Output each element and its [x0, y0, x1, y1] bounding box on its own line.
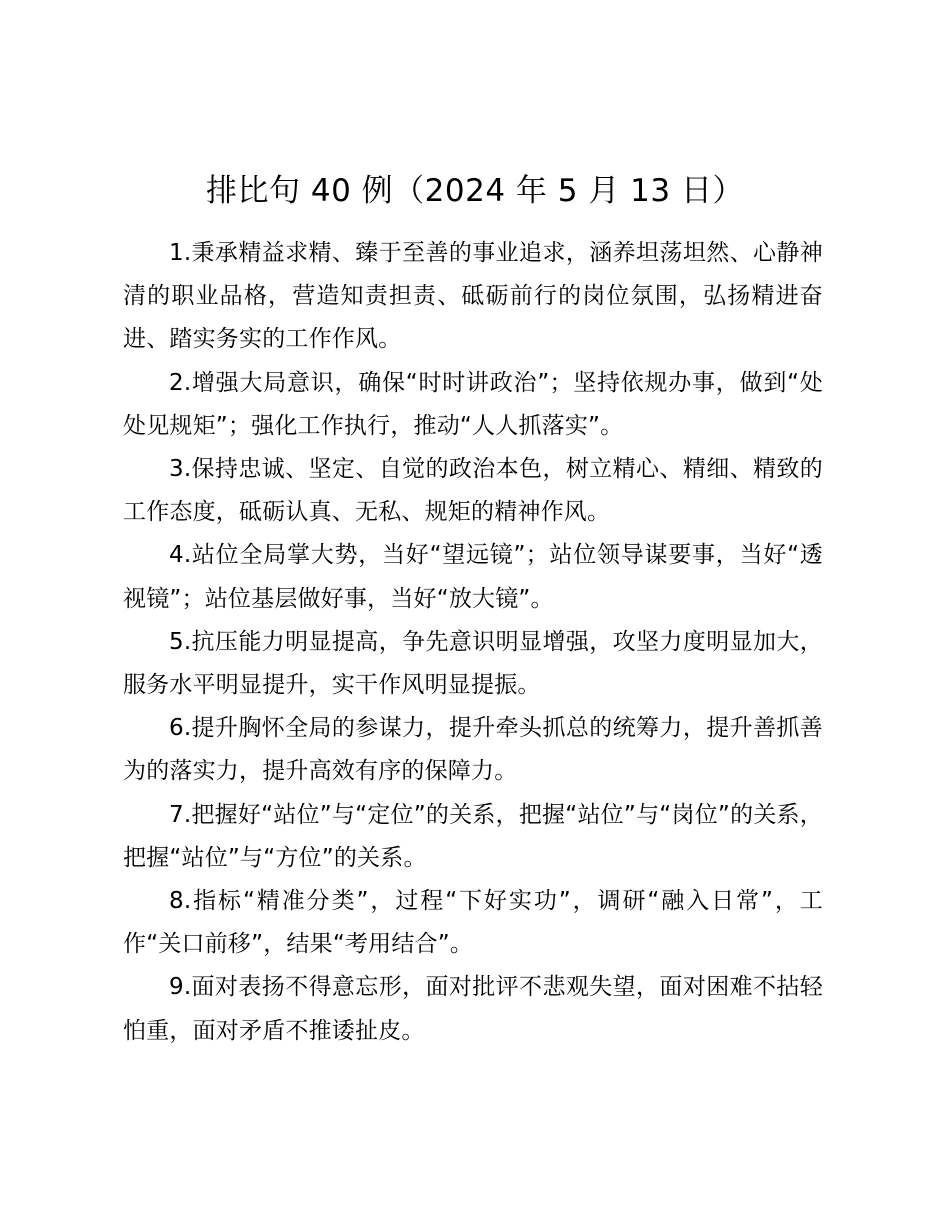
list-item: 8.指标“精准分类”，过程“下好实功”，调研“融入日常”，工作“关口前移”，结果“考用结合”。: [123, 888, 823, 958]
list-item: 9.面对表扬不得意忘形，面对批评不悲观失望，面对困难不拈轻怕重，面对矛盾不推诿扯皮。: [123, 974, 823, 1044]
list-item: 7.把握好“站位”与“定位”的关系，把握“站位”与“岗位”的关系，把握“站位”与“方位”的关系。: [123, 801, 823, 871]
list-item: 1.秉承精益求精、臻于至善的事业追求，涵养坦荡坦然、心静神清的职业品格，营造知责担责、砥砺前行的岗位氛围，弘扬精进奋进、踏实务实的工作作风。: [123, 240, 823, 353]
list-item: 2.增强大局意识，确保“时时讲政治”；坚持依规办事，做到“处处见规矩”；强化工作执行，推动“人人抓落实”。: [123, 369, 823, 439]
list-item: 5.抗压能力明显提高，争先意识明显增强，攻坚力度明显加大，服务水平明显提升，实干作风明显提振。: [123, 628, 823, 699]
list-item: 6.提升胸怀全局的参谋力，提升牵头抓总的统筹力，提升善抓善为的落实力，提升高效有序的保障力。: [123, 715, 823, 785]
document-title: 排比句 40 例（2024 年 5 月 13 日）: [206, 173, 744, 209]
list-item: 4.站位全局掌大势，当好“望远镜”；站位领导谋要事，当好“透视镜”；站位基层做好事，当好“放大镜”。: [123, 542, 823, 612]
sentence-list: [123, 232, 823, 1053]
list-item: 3.保持忠诚、坚定、自觉的政治本色，树立精心、精细、精致的工作态度，砥砺认真、无私、规矩的精神作风。: [123, 456, 823, 526]
